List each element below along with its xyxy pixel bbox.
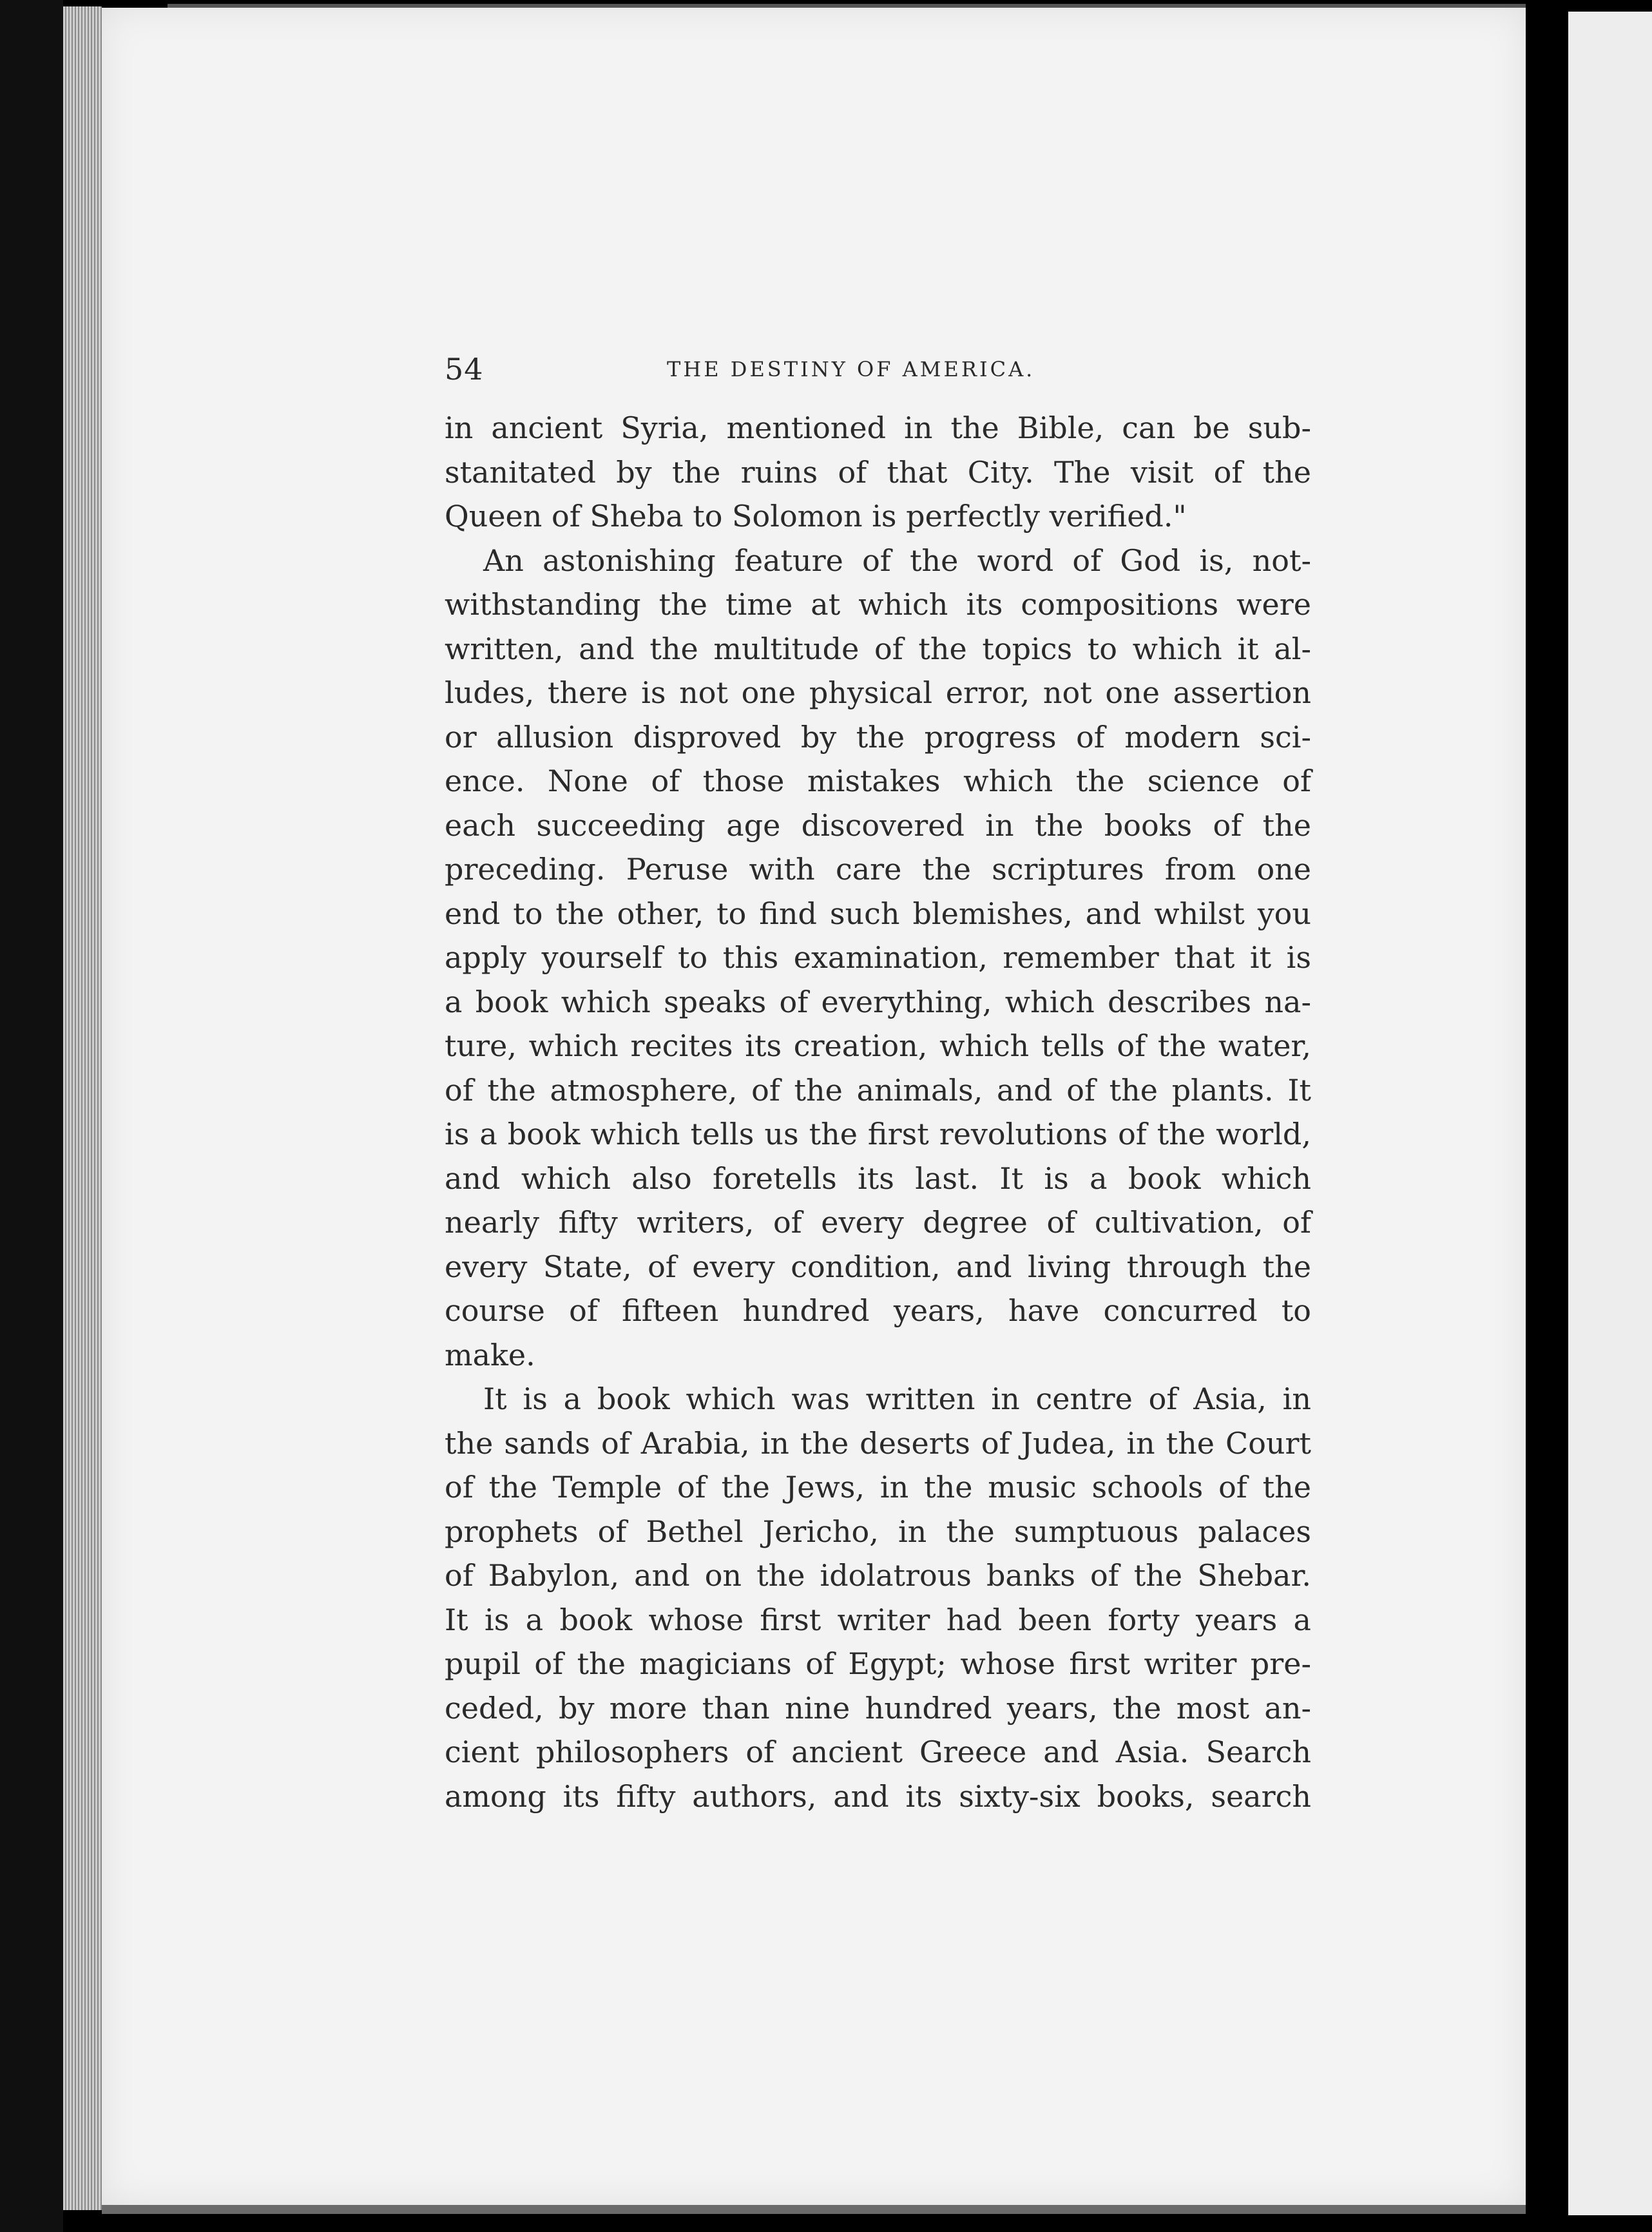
gutter — [1526, 0, 1568, 2232]
text-line: stanitated by the ruins of that City. The visit of the — [445, 454, 1311, 490]
text-line: cient philosophers of ancient Greece and Asia. Search — [445, 1735, 1311, 1769]
text-block — [445, 348, 1311, 1818]
text-line: the sands of Arabia, in the deserts of Judea, in the Court — [445, 1425, 1311, 1461]
text-line: prophets of Bethel Jericho, in the sumptuous palaces — [445, 1514, 1311, 1549]
text-line: ence. None of those mistakes which the science of — [445, 764, 1311, 798]
text-line: among its fifty authors, and its sixty-six books, search — [445, 1778, 1311, 1814]
text-line: ture, which recites its creation, which tells of the water, — [445, 1028, 1311, 1063]
text-line: of the atmosphere, of the animals, and of the plants. It — [445, 1072, 1311, 1108]
text-line: withstanding the time at which its compositions were — [445, 587, 1311, 622]
text-line: nearly fifty writers, of every degree of cultivation, of — [445, 1205, 1311, 1240]
text-line: of Babylon, and on the idolatrous banks of the Shebar. — [445, 1558, 1311, 1593]
binding-edge — [0, 0, 63, 2232]
page-top-edge — [168, 4, 1527, 8]
text-line: ceded, by more than nine hundred years, the most an- — [445, 1690, 1311, 1726]
facing-page-sliver — [1568, 12, 1652, 2215]
text-line: course of fifteen hundred years, have concurred to — [445, 1293, 1311, 1328]
text-line: It is a book which was written in centre of Asia, in — [483, 1381, 1311, 1416]
page-number: 54 — [445, 352, 484, 387]
running-title: THE DESTINY OF AMERICA. — [667, 357, 1035, 381]
text-line: An astonishing feature of the word of God is, not- — [483, 543, 1311, 578]
page-bottom-edge — [102, 2205, 1539, 2214]
text-line: It is a book whose first writer had been forty years a — [445, 1602, 1311, 1637]
text-line: pupil of the magicians of Egypt; whose first writer pre- — [445, 1646, 1311, 1681]
text-line: end to the other, to find such blemishes, and whilst you — [445, 896, 1311, 931]
text-line: and which also foretells its last. It is a book which — [445, 1160, 1311, 1196]
text-line: ludes, there is not one physical error, not one assertion — [445, 675, 1311, 710]
body-text — [445, 406, 1311, 1818]
text-line: or allusion disproved by the progress of modern sci- — [445, 719, 1311, 755]
text-line: apply yourself to this examination, remember that it is — [445, 940, 1311, 975]
text-line: each succeeding age discovered in the books of the — [445, 807, 1311, 843]
text-line: preceding. Peruse with care the scriptures from one — [445, 852, 1311, 887]
text-line: a book which speaks of everything, which describes na- — [445, 984, 1311, 1019]
page-stack-edge — [63, 6, 102, 2210]
text-line: is a book which tells us the first revolutions of the world, — [445, 1117, 1311, 1151]
text-line: make. — [445, 1337, 535, 1372]
text-line: Queen of Sheba to Solomon is perfectly verified." — [445, 499, 1187, 534]
text-line: every State, of every condition, and living through the — [445, 1249, 1311, 1284]
text-line: written, and the multitude of the topics to which it al- — [445, 631, 1311, 666]
running-head — [445, 348, 1311, 390]
text-line: in ancient Syria, mentioned in the Bible, can be sub- — [445, 410, 1311, 445]
text-line: of the Temple of the Jews, in the music schools of the — [445, 1470, 1311, 1505]
